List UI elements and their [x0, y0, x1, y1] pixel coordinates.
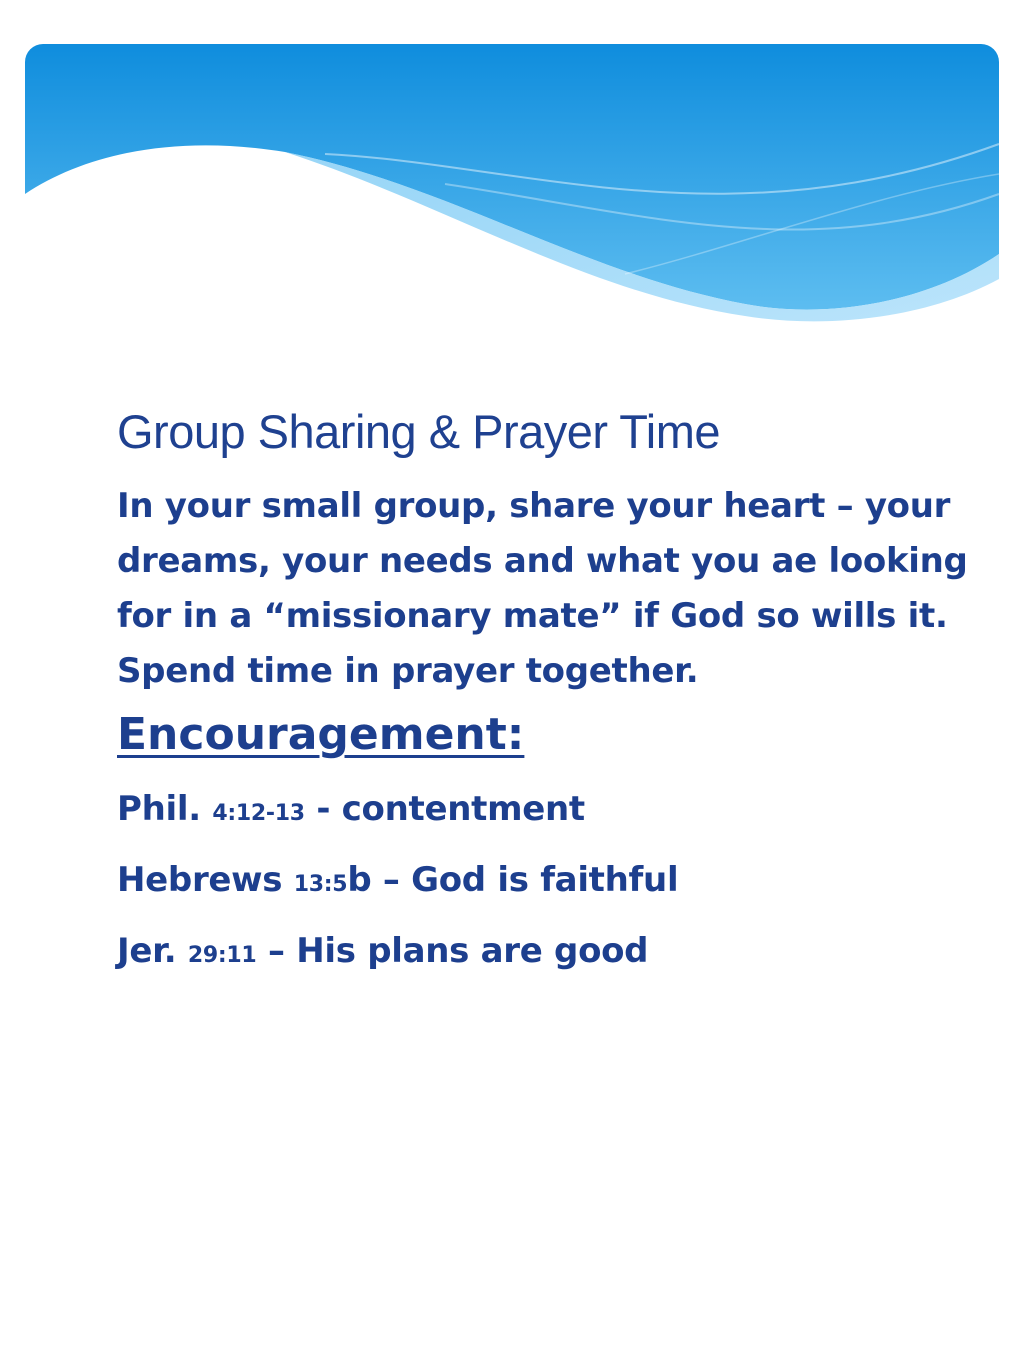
- reference-book: Phil.: [117, 788, 201, 829]
- slide-content: [117, 405, 977, 989]
- reference-note: – His plans are good: [267, 930, 649, 971]
- reference-item: [117, 776, 977, 847]
- reference-book: Jer.: [117, 930, 177, 971]
- wave-graphic: [25, 44, 999, 344]
- header-wave-banner: [25, 44, 999, 344]
- reference-item: [117, 847, 977, 918]
- encouragement-heading: Encouragement:: [117, 709, 525, 761]
- reference-verse: 13:5: [293, 871, 348, 897]
- reference-note: b – God is faithful: [347, 859, 679, 900]
- reference-note: - contentment: [316, 788, 585, 829]
- reference-item: [117, 918, 977, 989]
- body-paragraph: In your small group, share your heart – your dreams, your needs and what you ae looking for in a “missionary mate” if God so wills it. Spend time in prayer together.: [117, 486, 968, 692]
- reference-verse: 29:11: [187, 942, 257, 968]
- reference-verse: 4:12-13: [212, 800, 305, 826]
- slide-title: Group Sharing & Prayer Time: [117, 405, 720, 458]
- reference-book: Hebrews: [117, 859, 283, 900]
